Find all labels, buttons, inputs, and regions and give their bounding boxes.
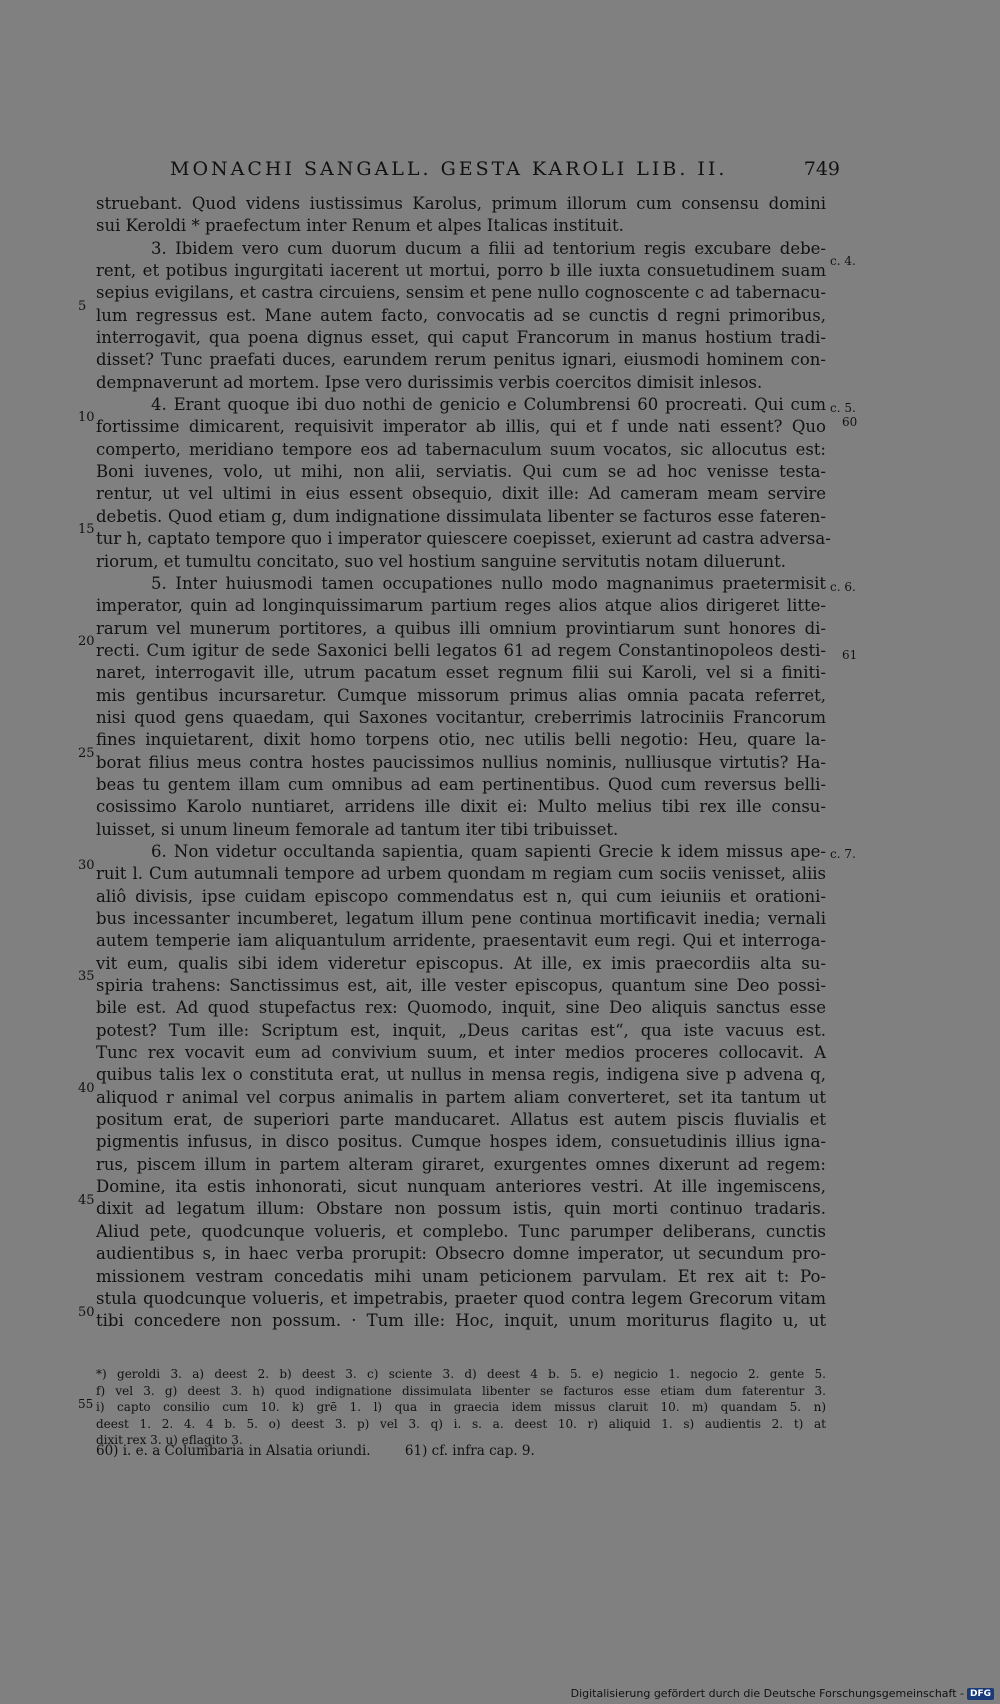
- line-number: 15: [78, 522, 95, 537]
- text-line: cosissimo Karolo nuntiaret, arridens ille dixit ei: Multo melius tibi rex ille consu-: [96, 797, 826, 817]
- text-line: 6. Non videtur occultanda sapientia, quam sapienti Grecie k idem missus ape-: [151, 841, 826, 861]
- text-line: bus incessanter incumberet, legatum illum pene continua mortificavit inedia; vernali: [96, 909, 826, 928]
- text-line: interrogavit, qua poena dignus esset, qui caput Francorum in manus hostium tradi-: [96, 328, 826, 348]
- text-line: 4. Erant quoque ibi duo nothi de genicio e Columbrensi 60 procreati. Qui cum: [151, 395, 826, 415]
- text-line: nisi quod gens quaedam, qui Saxones vocitantur, creberrimis latrociniis Francorum: [96, 707, 826, 727]
- text-line: dixit ad legatum illum: Obstare non possum istis, quin morti continuo tradaris.: [96, 1199, 826, 1219]
- footnote-line: *) geroldi 3. a) deest 2. b) deest 3. c) sciente 3. d) deest 4 b. 5. e) negicio 1. negocio 2. gente 5.: [96, 1367, 826, 1381]
- line-number: 35: [78, 969, 95, 984]
- page-number: 749: [803, 158, 840, 180]
- text-line: sepius evigilans, et castra circuiens, sensim et pene nullo cognoscente c ad tabernacu-: [96, 283, 826, 303]
- footnote-line: f) vel 3. g) deest 3. h) quod indignatione dissimulata libenter se facturos esse etiam dum faterentur 3.: [96, 1383, 826, 1398]
- text-line: luisset, si unum lineum femorale ad tantum iter tibi tribuisset.: [96, 819, 619, 839]
- text-line: mis gentibus incursaretur. Cumque missorum primus alias omnia pacata referret,: [96, 685, 826, 705]
- footnote-line: deest 1. 2. 4. 4 b. 5. o) deest 3. p) vel 3. q) i. s. a. deest 10. r) aliquid 1. s) audientis 2. t) at: [96, 1416, 826, 1431]
- text-line: struebant. Quod videns iustissimus Karolus, primum illorum cum consensu domini: [96, 194, 826, 213]
- line-number: 55: [78, 1397, 94, 1411]
- text-line: potest? Tum ille: Scriptum est, inquit, „Deus caritas est“, qua iste vacuus est.: [96, 1020, 826, 1040]
- footnote-line: dixit rex 3. u) eflagito 3.: [96, 1433, 243, 1447]
- margin-note: c. 6.: [830, 580, 856, 594]
- text-line: naret, interrogavit ille, utrum pacatum esset regnum filii sui Karoli, vel si a finiti-: [96, 663, 826, 683]
- line-number: 5: [78, 299, 87, 314]
- text-line: aliô divisis, ipse cuidam episcopo commendatus est n, qui cum ieiuniis et orationi-: [96, 886, 826, 906]
- text-line: audientibus s, in haec verba prorupit: Obsecro domne imperator, ut secundum pro-: [96, 1244, 826, 1264]
- text-line: aliquod r animal vel corpus animalis in partem aliam converteret, set ita tantum ut: [96, 1087, 826, 1107]
- text-line: bile est. Ad quod stupefactus rex: Quomodo, inquit, sine Deo aliquis sanctus esse: [96, 998, 826, 1018]
- text-line: quibus talis lex o constituta erat, ut nullus in mensa regis, indigena sive p advena q,: [96, 1065, 826, 1085]
- text-line: rarum vel munerum portitores, a quibus illi omnium provintiarum sunt honores di-: [96, 618, 826, 638]
- line-number: 45: [78, 1193, 95, 1208]
- text-line: 5. Inter huiusmodi tamen occupationes nullo modo magnanimus praetermisit: [151, 573, 826, 593]
- text-line: Aliud pete, quodcunque volueris, et complebo. Tunc parumper deliberans, cunctis: [96, 1221, 826, 1241]
- margin-note: c. 5.: [830, 401, 856, 415]
- text-line: ruit l. Cum autumnali tempore ad urbem quondam m regiam cum sociis venisset, aliis: [96, 864, 826, 884]
- running-title: MONACHI SANGALL. GESTA KAROLI LIB. II.: [170, 158, 728, 180]
- text-line: beas tu gentem illam cum omnibus ad eam pertinentibus. Quod cum reversus belli-: [96, 774, 826, 794]
- text-line: stula quodcunque volueris, et impetrabis, praeter quod contra legem Grecorum vitam: [96, 1288, 826, 1308]
- text-line: sui Keroldi * praefectum inter Renum et alpes Italicas instituit.: [96, 216, 624, 236]
- running-header: [170, 158, 840, 180]
- text-line: rus, piscem illum in partem alteram giraret, exurgentes omnes dixerunt ad regem:: [96, 1154, 826, 1174]
- footer-text: Digitalisierung gefördert durch die Deutsche Forschungsgemeinschaft -: [570, 1687, 964, 1700]
- text-line: vit eum, qualis sibi idem videretur episcopus. At ille, ex imis praecordiis alta su-: [96, 953, 826, 973]
- text-line: Boni iuvenes, volo, ut mihi, non alii, serviatis. Qui cum se ad hoc venisse testa-: [96, 462, 826, 482]
- explanatory-notes: [96, 1443, 826, 1459]
- line-number: 40: [78, 1081, 95, 1096]
- text-line: autem temperie iam aliquantulum arridente, praesentavit eum regi. Qui et interroga-: [96, 931, 826, 951]
- line-number: 10: [78, 410, 95, 425]
- text-line: comperto, meridiano tempore eos ad tabernaculum suum vocatos, sic allocutus est:: [96, 439, 826, 459]
- text-line: pigmentis infusus, in disco positus. Cumque hospes idem, consuetudinis illius igna-: [96, 1132, 826, 1152]
- main-text: [96, 193, 831, 1333]
- text-line: Domine, ita estis inhonorati, sicut nunquam anteriores vestri. At ille ingemiscens,: [96, 1177, 826, 1197]
- funding-footer: [571, 1687, 994, 1700]
- note-60: 60) i. e. a Columbaria in Alsatia oriundi.: [96, 1443, 371, 1459]
- apparatus-footnotes: [96, 1366, 826, 1449]
- text-line: Tunc rex vocavit eum ad convivium suum, et inter medios proceres collocavit. A: [96, 1043, 826, 1063]
- text-line: fines inquietarent, dixit homo torpens otio, nec utilis belli negotio: Heu, quare la-: [96, 730, 826, 750]
- text-line: fortissime dimicarent, requisivit imperator ab illis, qui et f unde nati essent? Quo: [96, 417, 826, 437]
- text-line: imperator, quin ad longinquissimarum partium reges alios atque alios dirigeret litte-: [96, 596, 826, 616]
- margin-note: c. 4.: [830, 254, 856, 268]
- note-61: 61) cf. infra cap. 9.: [404, 1443, 535, 1459]
- footnote-line: i) capto consilio cum 10. k) grē 1. l) qua in graecia idem missus claruit 10. m) quandam 5. n): [96, 1400, 826, 1414]
- text-line: tur h, captato tempore quo i imperator quiescere coepisset, exierunt ad castra adversa-: [96, 529, 831, 549]
- line-number: 50: [78, 1305, 95, 1320]
- text-line: tibi concedere non possum. · Tum ille: Hoc, inquit, unum moriturus flagito u, ut: [96, 1311, 826, 1331]
- text-line: lum regressus est. Mane autem facto, convocatis ad se cunctis d regni primoribus,: [96, 305, 826, 325]
- text-line: recti. Cum igitur de sede Saxonici belli legatos 61 ad regem Constantinopoleos desti-: [96, 640, 826, 660]
- text-line: 3. Ibidem vero cum duorum ducum a filii ad tentorium regis excubare debe-: [151, 238, 826, 258]
- dfg-logo-icon: DFG: [967, 1688, 994, 1700]
- text-line: missionem vestram concedatis mihi unam peticionem parvulam. Et rex ait t: Po-: [96, 1266, 826, 1286]
- text-line: disset? Tunc praefati duces, earundem rerum penitus ignari, eiusmodi hominem con-: [96, 350, 826, 370]
- line-number: 30: [78, 858, 95, 873]
- margin-note: 60: [842, 415, 858, 429]
- text-line: rentur, ut vel ultimi in eius essent obsequio, dixit ille: Ad cameram meam servire: [96, 484, 826, 504]
- text-line: debetis. Quod etiam g, dum indignatione dissimulata libenter se facturos esse fateren-: [96, 506, 826, 526]
- text-line: riorum, et tumultu concitato, suo vel hostium sanguine servitutis notam diluerunt.: [96, 551, 786, 571]
- margin-note: 61: [842, 648, 858, 662]
- margin-note: c. 7.: [830, 847, 856, 861]
- text-line: positum erat, de superiori parte manducaret. Allatus est autem piscis fluvialis et: [96, 1110, 826, 1130]
- text-line: rent, et potibus ingurgitati iacerent ut mortui, porro b ille iuxta consuetudinem suam: [96, 261, 826, 281]
- line-number: 20: [78, 634, 95, 649]
- text-line: spiria trahens: Sanctissimus est, ait, ille vester episcopus, quantum sine Deo possi-: [96, 976, 826, 996]
- line-number: 25: [78, 746, 95, 761]
- text-line: dempnaverunt ad mortem. Ipse vero durissimis verbis coercitos dimisit inlesos.: [96, 372, 763, 392]
- text-line: borat filius meus contra hostes paucissimos nullius nominis, nulliusque virtutis? Ha-: [96, 752, 826, 772]
